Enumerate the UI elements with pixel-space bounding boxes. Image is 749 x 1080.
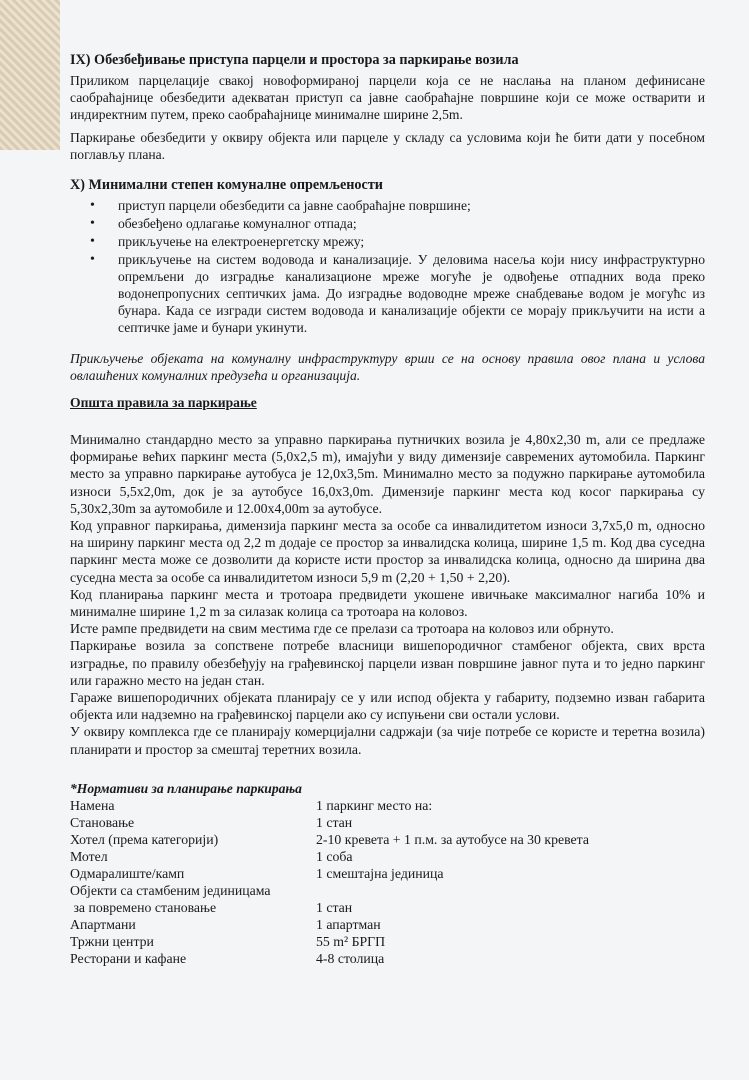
norm-value: 4-8 столица	[316, 950, 385, 966]
list-item: • прикључење на систем водовода и канализације. У деловима насеља који нису инфраструктурно опремљени до изградње канализационе мреже могуће је одвођење отпадних вода преко водонепропусних септичких јама. До изградње водоводне мреже снабдевање водом је могућс из бунара. Када се изгради систем водовода и канализације објекти се морају прикључити на исти а септичке јаме и бунари укинути.	[118, 251, 705, 336]
norm-value: 2-10 кревета + 1 п.м. за аутобусе на 30 кревета	[316, 831, 589, 847]
norm-value: 55 m² БРГП	[316, 933, 386, 949]
parking-paragraph: Исте рампе предвидети на свим местима где се прелази са тротоара на коловоз или обрнуто.	[70, 621, 614, 637]
parking-norms-table	[70, 797, 670, 967]
norm-value: 1 паркинг место на:	[316, 797, 433, 813]
parking-paragraph: Код управног паркирања, димензија паркинг места за особе са инвалидитетом износи 3,7x5,0 m, односно на ширину паркинг места од 2,2 m додаје се простор за инвалидска колица, ширине 1,5 m. Код два суседна паркинг места може се дозволити да користе исти простор за инвалидска колица, односно да ширина два суседна места за особе са инвалидитетом износи 5,9 m (2,20 + 1,50 + 2,20).	[70, 518, 705, 585]
table-row	[70, 865, 670, 882]
table-row	[70, 899, 670, 916]
norm-purpose: Тржни центри	[70, 933, 154, 949]
norm-purpose: Објекти са стамбеним јединицама	[70, 882, 271, 898]
norm-purpose: Становање	[70, 814, 135, 830]
norm-value	[316, 882, 670, 899]
section-x-heading: X) Минимални степен комуналне опремљености	[70, 177, 383, 193]
utility-requirements-list	[70, 197, 705, 336]
norm-value: 1 апартман	[316, 916, 381, 932]
section-ix-paragraph-2: Паркирање обезбедити у оквиру објекта или парцеле у складу са условима који ће бити дати у посебном поглављу плана.	[70, 130, 705, 162]
table-row	[70, 831, 670, 848]
norm-purpose: Апартмани	[70, 916, 136, 932]
utility-connection-note: Прикључење објеката на комуналну инфраструктуру врши се на основу правила овог плана и услова овлашћених комуналних предузећа и организација.	[70, 351, 705, 383]
norm-purpose: Одмаралиште/камп	[70, 865, 185, 881]
table-row	[70, 848, 670, 865]
section-ix-paragraph-1: Приликом парцелације свакој новоформираној парцели која се не наслања на планом дефинисане саобраћајнице обезбедити адекватан приступ са јавне саобраћајне површине који се може остварити и индиректним путем, преко саобраћајнице минималне ширине 2,5m.	[70, 73, 705, 122]
table-row	[70, 882, 670, 899]
parking-paragraph: У оквиру комплекса где се планирају комерцијални садржаји (за чије потребе се користе и теретна возила) планирати и простор за смештај теретних возила.	[70, 724, 705, 757]
parking-paragraph: Паркирање возила за сопствене потребе власници вишепородичног стамбеног објекта, свих врста изградње, по правилу обезбеђују на грађевинској парцели изван површине јавног пута и то једно паркинг или гаражно место на један стан.	[70, 638, 705, 688]
parking-rules-heading: Општа правила за паркирање	[70, 395, 257, 410]
list-item: • обезбеђено одлагање комуналног отпада;	[118, 215, 705, 232]
norm-purpose: Намена	[70, 797, 115, 813]
paper-edge-texture	[0, 0, 60, 150]
parking-paragraph: Минимално стандардно место за управно паркирања путничких возила је 4,80x2,30 m, али се предлаже формирање већих паркинг места (5,0x2,5 m), имајући у виду димензије савремених аутомобила. Паркинг место за управно паркирање аутобуса је 12,0x3,5m. Минимално место за подужно паркирање аутомобила износи 5,5x2,0m, док је за аутобусе 16,0x3,0m. Димензије паркинг места код косог паркирања су 5,30x2,30m за аутомобиле и 12.00x4,00m за аутобусе.	[70, 432, 705, 516]
table-row	[70, 797, 670, 814]
table-row	[70, 933, 670, 950]
norm-value: 1 стан	[316, 814, 353, 830]
norm-purpose: Хотел (према категорији)	[70, 831, 219, 847]
parking-rules-body	[70, 431, 705, 758]
list-item: • прикључење на електроенергетску мрежу;	[118, 233, 705, 250]
norm-value: 1 стан	[316, 899, 353, 915]
parking-norms-title: *Нормативи за планирање паркирања	[70, 780, 302, 796]
norm-purpose: за повремено становање	[70, 899, 217, 915]
table-row	[70, 950, 670, 967]
table-row	[70, 916, 670, 933]
norm-value: 1 соба	[316, 848, 353, 864]
table-row	[70, 814, 670, 831]
section-ix-heading: IX) Обезбеђивање приступа парцели и простора за паркирање возила	[70, 52, 519, 68]
parking-paragraph: Гараже вишепородичних објеката планирају се у или испод објекта у габариту, подземно изван габарита објекта или надземно на грађевинској парцели ако су испуњени сви остали услови.	[70, 690, 705, 723]
norm-purpose: Ресторани и кафане	[70, 950, 187, 966]
parking-paragraph: Код планирања паркинг места и тротоара предвидети укошене ивичњаке максималног нагиба 10% и минималне ширине 1,2 m за силазак колица са тротоара на коловоз.	[70, 586, 705, 620]
norm-value: 1 смештајна јединица	[316, 865, 444, 881]
list-item: • приступ парцели обезбедити са јавне саобраћајне површине;	[118, 197, 705, 214]
norm-purpose: Мотел	[70, 848, 108, 864]
